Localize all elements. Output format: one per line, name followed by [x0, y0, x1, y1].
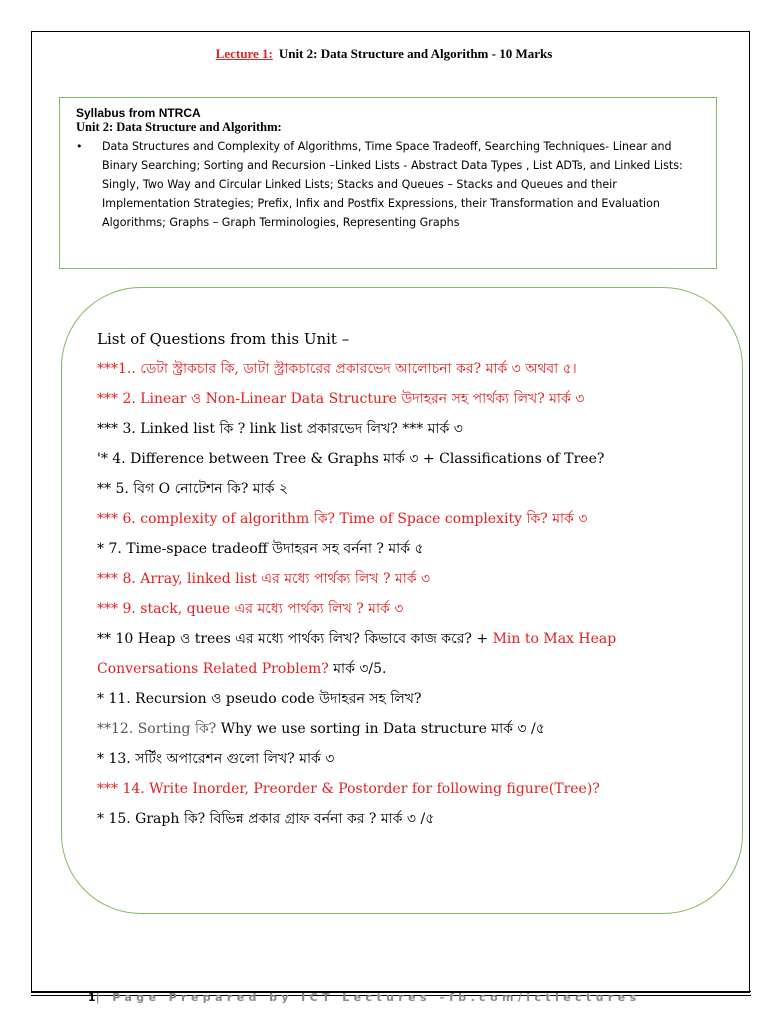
syllabus-line: Binary Searching; Sorting and Recursion –Linked Lists - Abstract Data Types , List ADTs, and Linked Lists: — [102, 159, 683, 172]
syllabus-line: Singly, Two Way and Circular Linked Lists; Stacks and Queues – Stacks and Queues and their — [102, 178, 617, 191]
syllabus-unit-title: Unit 2: Data Structure and Algorithm: — [76, 120, 282, 134]
question-text: * 13. সর্টিং অপারেশন গুলো লিখ? মার্ক ৩ — [97, 751, 335, 767]
question-text: ** 10 Heap ও trees এর মধ্যে পার্থক্য লিখ? কিভাবে কাজ করে? + — [97, 631, 493, 647]
question-item — [97, 714, 712, 744]
syllabus-title: Syllabus from NTRCA — [76, 106, 201, 120]
syllabus-bullet-row — [76, 137, 702, 232]
question-item — [97, 684, 712, 714]
syllabus-box — [59, 97, 717, 269]
question-item — [97, 744, 712, 774]
question-text: * 7. Time-space tradeoff উদাহরন সহ বর্ননা ? মার্ক ৫ — [97, 541, 424, 557]
page-footer — [88, 991, 641, 1004]
question-item — [97, 414, 712, 444]
question-text: **12. Sorting কি? — [97, 721, 221, 737]
question-text: *** 9. stack, queue এর মধ্যে পার্থক্য লিখ ? মার্ক ৩ — [97, 601, 404, 617]
question-item — [97, 504, 712, 534]
lecture-header — [0, 46, 768, 62]
question-text: *** 3. Linked list কি ? link list প্রকারভেদ লিখ? *** মার্ক ৩ — [97, 421, 463, 437]
question-text: * 15. Graph কি? বিভিন্ন প্রকার গ্রাফ বর্ননা কর ? মার্ক ৩ /৫ — [97, 811, 435, 827]
question-item — [97, 564, 712, 594]
question-text: ***1.. ডেটা স্ট্রাকচার কি, ডাটা স্ট্রাকচারের প্রকারভেদ আলোচনা কর? মার্ক ৩ অথবা ৫। — [97, 361, 577, 377]
lecture-label: Lecture 1: — [215, 46, 273, 61]
question-item — [97, 354, 712, 384]
question-item — [97, 444, 712, 474]
syllabus-line: Implementation Strategies; Prefix, Infix and Postfix Expressions, their Transformation and Evaluation — [102, 197, 660, 210]
question-text: *** 2. Linear ও Non-Linear Data Structure উদাহরন সহ পার্থক্য লিখ? মার্ক ৩ — [97, 391, 585, 407]
syllabus-line: Data Structures and Complexity of Algorithms, Time Space Tradeoff, Searching Techniques- Linear and — [102, 140, 672, 153]
question-item — [97, 534, 712, 564]
question-text: মার্ক ৩/5. — [333, 661, 387, 677]
page-number: 1 — [88, 991, 96, 1004]
questions-heading: List of Questions from this Unit – — [97, 330, 350, 348]
question-item — [97, 594, 712, 624]
syllabus-line: Algorithms; Graphs – Graph Terminologies, Representing Graphs — [102, 216, 460, 229]
questions-box — [61, 287, 743, 914]
question-item — [97, 654, 712, 684]
question-list — [97, 354, 712, 834]
question-text: Conversations Related Problem? — [97, 661, 334, 677]
question-item — [97, 624, 712, 654]
footer-text: | Page Prepared by ICT Lectures –fb.com/ictlectures — [95, 991, 641, 1004]
question-text: ** 5. বিগ O নোটেশন কি? মার্ক ২ — [97, 481, 288, 497]
question-item — [97, 384, 712, 414]
bullet: • — [76, 140, 83, 153]
question-item — [97, 804, 712, 834]
question-text: '* 4. Difference between Tree & Graphs মার্ক ৩ + Classifications of Tree? — [97, 451, 605, 467]
question-text: *** 8. Array, linked list এর মধ্যে পার্থক্য লিখ ? মার্ক ৩ — [97, 571, 431, 587]
lecture-title: Unit 2: Data Structure and Algorithm - 10 Marks — [278, 46, 553, 61]
question-item — [97, 474, 712, 504]
question-text: *** 6. complexity of algorithm কি? Time of Space complexity কি? মার্ক ৩ — [97, 511, 588, 527]
question-text: Min to Max Heap — [492, 631, 617, 647]
syllabus-text — [102, 137, 702, 232]
question-text: Why we use sorting in Data structure মার্ক ৩ /৫ — [220, 721, 545, 737]
question-item — [97, 774, 712, 804]
question-text: *** 14. Write Inorder, Preorder & Postorder for following figure(Tree)? — [97, 781, 600, 797]
question-text: * 11. Recursion ও pseudo code উদাহরন সহ লিখ? — [97, 691, 422, 707]
